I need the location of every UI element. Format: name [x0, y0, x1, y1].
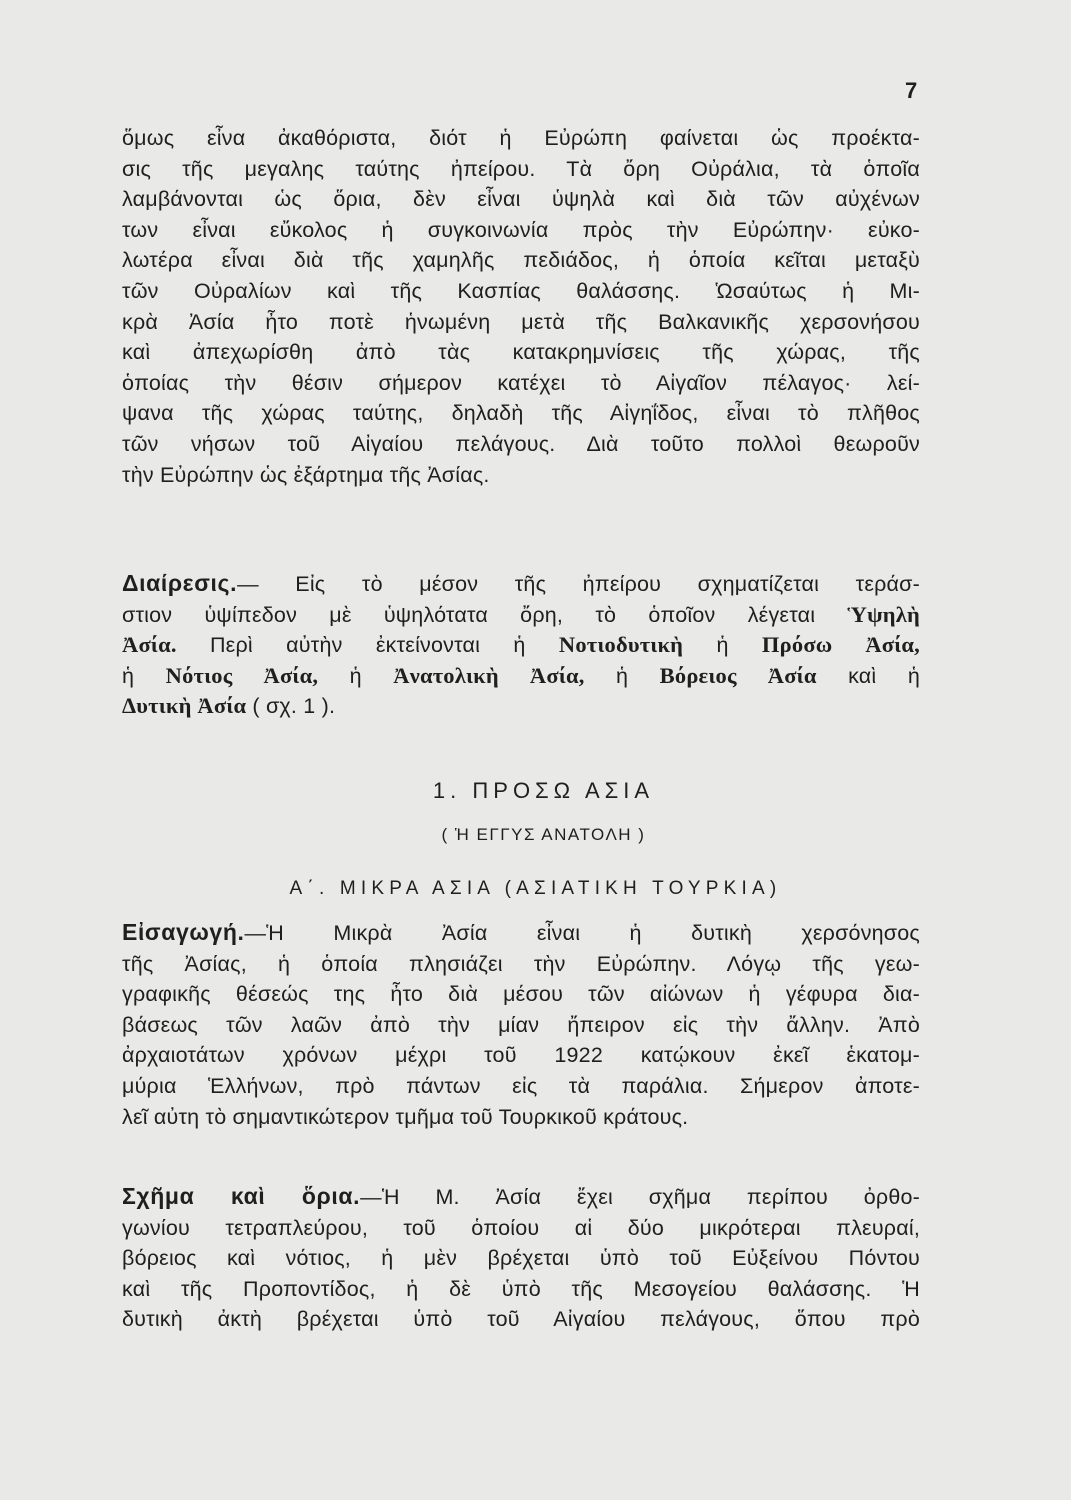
text-line: τῶν Οὐραλίων καὶ τῆς Κασπίας θαλάσσης. Ὡσαύτως ἡ Μι- [122, 278, 920, 303]
paragraph-divisions [122, 568, 920, 722]
paragraph-heading: Εἰσαγωγή. [122, 919, 245, 945]
section-title: 1. ΠΡΟΣΩ ΑΣΙΑ [432, 778, 655, 803]
text-line: ὁποίας τὴν θέσιν σήμερον κατέχει τὸ Αἰγαῖον πέλαγος· λεί- [122, 370, 920, 395]
term-east-asia: Ἀνατολικὴ Ἀσία, [393, 662, 585, 688]
paragraph-introduction [122, 917, 920, 1132]
term-asia: Ἀσία. [122, 632, 177, 658]
page-number: 7 [905, 78, 918, 103]
text-line: γραφικῆς θέσεώς της ἦτο διὰ μέσου τῶν αἰώνων ἡ γέφυρα δια- [122, 982, 920, 1007]
text-line: τῶν νήσων τοῦ Αἰγαίου πελάγους. Διὰ τοῦτο πολλοὶ θεωροῦν [122, 431, 920, 456]
term-south-asia: Νότιος Ἀσία, [165, 662, 319, 688]
text-line: κρὰ Ἀσία ἦτο ποτὲ ἡνωμένη μετὰ τῆς Βαλκανικῆς χερσονήσου [122, 309, 920, 334]
text-line: λεῖ αὐτη τὸ σημαντικώτερον τμῆμα τοῦ Τουρκικοῦ κράτους. [122, 1104, 689, 1129]
text-line: τὴν Εὐρώπην ὡς ἐξάρτημα τῆς Ἀσίας. [122, 462, 490, 487]
text-line: δυτικὴ ἀκτὴ βρέχεται ὑπὸ τοῦ Αἰγαίου πελάγους, ὅπου πρὸ [122, 1307, 920, 1332]
text-line: Εἰσαγωγή.—Ἡ Μικρὰ Ἀσία εἶναι ἡ δυτικὴ χερσόνησος [122, 919, 920, 945]
text-line: σις τῆς μεγαλης ταύτης ἠπείρου. Τὰ ὄρη Οὐράλια, τὰ ὁποῖα [122, 156, 920, 181]
text-line: Ἀσία. Περὶ αὐτὴν ἐκτείνονται ἡ Νοτιοδυτικὴ ἡ Πρόσω Ἀσία, [122, 632, 920, 658]
paragraph-heading: Διαίρεσις. [122, 570, 238, 596]
text-line: βόρειος καὶ νότιος, ἡ μὲν βρέχεται ὑπὸ τοῦ Εὐξείνου Πόντου [122, 1246, 920, 1271]
text-line: λωτέρα εἶναι διὰ τῆς χαμηλῆς πεδιάδος, ἡ ὁποία κεῖται μεταξὺ [122, 248, 920, 273]
text-line: στιον ὑψίπεδον μὲ ὑψηλότατα ὄρη, τὸ ὁποῖον λέγεται Ὑψηλὴ [122, 601, 920, 627]
text-line: ἡ Νότιος Ἀσία, ἡ Ἀνατολικὴ Ἀσία, ἡ Βόρειος Ἀσία καὶ ἡ [122, 662, 920, 688]
text-line: καὶ τῆς Προποντίδος, ἡ δὲ ὑπὸ τῆς Μεσογείου θαλάσσης. Ἡ [122, 1276, 920, 1301]
text-line: των εἶναι εὔκολος ἡ συγκοινωνία πρὸς τὴν Εὐρώπην· εὐκο- [122, 217, 920, 242]
paragraph-asia-europe-border [122, 123, 920, 490]
text-line: καὶ ἀπεχωρίσθη ἀπὸ τὰς κατακρημνίσεις τῆς χώρας, τῆς [122, 340, 920, 365]
text-line: ἀρχαιοτάτων χρόνων μέχρι τοῦ 1922 κατῴκουν ἐκεῖ ἑκατομ- [122, 1043, 920, 1068]
text-line: ὅμως εἶνα ἀκαθόριστα, διότ ἡ Εὐρώπη φαίνεται ὡς προέκτα- [122, 126, 920, 150]
text-line: μύρια Ἑλλήνων, πρὸ πάντων εἰς τὰ παράλια. Σήμερον ἀποτε- [122, 1073, 920, 1098]
term-near-asia: Πρόσω Ἀσία, [761, 632, 920, 658]
paragraph-heading: Σχῆμα καὶ ὅρια. [122, 1183, 361, 1209]
term-north-asia: Βόρειος Ἀσία [659, 662, 817, 688]
text-line: βάσεως τῶν λαῶν ἀπὸ τὴν μίαν ἤπειρον εἰς τὴν ἄλλην. Ἀπὸ [122, 1012, 920, 1037]
chapter-title: Α΄. ΜΙΚΡΑ ΑΣΙΑ (ΑΣΙΑΤΙΚΗ ΤΟΥΡΚΙΑ) [289, 878, 782, 899]
text-line: γωνίου τετραπλεύρου, τοῦ ὁποίου αἱ δύο μικρότεραι πλευραί, [122, 1215, 920, 1240]
text-line: Διαίρεσις.— Εἰς τὸ μέσον τῆς ἠπείρου σχηματίζεται τεράσ- [122, 570, 920, 596]
text-line: ψανα τῆς χώρας ταύτης, δηλαδὴ τῆς Αἰγηΐδος, εἶναι τὸ πλῆθος [122, 401, 920, 426]
term-high-asia: Ὑψηλὴ [847, 601, 920, 627]
paragraph-shape-borders [122, 1181, 920, 1335]
term-southwest: Νοτιοδυτικὴ [558, 632, 684, 658]
section-subtitle: ( Ἡ ΕΓΓΥΣ ΑΝΑΤΟΛΗ ) [441, 825, 646, 844]
text-line: Σχῆμα καὶ ὅρια.—Ἡ Μ. Ἀσία ἔχει σχῆμα περίπου ὀρθο- [122, 1183, 920, 1209]
text-line: Δυτικὴ Ἀσία ( σχ. 1 ). [122, 693, 336, 719]
term-west-asia: Δυτικὴ Ἀσία [122, 693, 247, 719]
text-line: λαμβάνονται ὡς ὅρια, δὲν εἶναι ὑψηλὰ καὶ διὰ τῶν αὐχένων [122, 187, 920, 212]
text-line: τῆς Ἀσίας, ἡ ὁποία πλησιάζει τὴν Εὐρώπην. Λόγῳ τῆς γεω- [122, 951, 920, 976]
